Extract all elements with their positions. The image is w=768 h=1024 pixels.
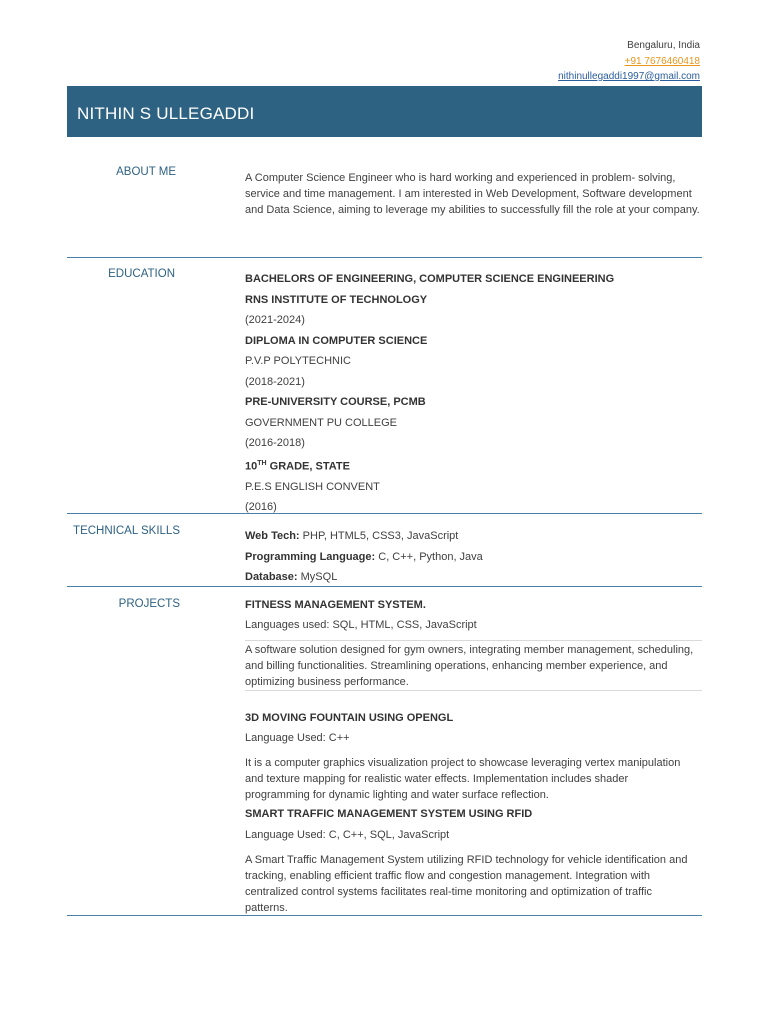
skills-list [245, 526, 705, 588]
edu-degree: BACHELORS OF ENGINEERING, COMPUTER SCIENCE ENGINEERING [245, 273, 615, 285]
education-list [245, 269, 705, 518]
project-divider [245, 640, 702, 641]
project-title: FITNESS MANAGEMENT SYSTEM. [245, 599, 426, 611]
edu-degree: DIPLOMA IN COMPUTER SCIENCE [245, 334, 428, 347]
skills-heading: TECHNICAL SKILLS [73, 525, 180, 537]
edu-years: (2016) [245, 501, 277, 514]
skill-value: MySQL [297, 571, 338, 583]
project-description: A Smart Traffic Management System utilizing RFID technology for vehicle identification and tracking, enabling efficient traffic flow and congestion management. Integration with centralized control systems facilitates real-time monitoring and optimization of traffic patterns. [245, 854, 688, 914]
edu-degree-rest: GRADE, STATE [266, 460, 350, 473]
edu-years: (2018-2021) [245, 375, 305, 388]
skill-row [245, 547, 705, 568]
section-divider [67, 513, 702, 514]
project-description: It is a computer graphics visualization project to showcase leveraging vertex manipulation and texture mapping for realistic water effects. Implementation includes shader programming for dynamic lighting and water surface reflection. [245, 757, 681, 801]
skill-key: Database: [245, 571, 298, 583]
skill-key: Programming Language: [245, 550, 376, 563]
about-heading: ABOUT ME [116, 166, 176, 178]
projects-heading: PROJECTS [118, 598, 180, 610]
contact-city: Bengaluru, India [627, 40, 700, 51]
skill-key: Web Tech: [245, 530, 300, 542]
section-divider [67, 915, 702, 916]
edu-degree-sup: TH [257, 459, 267, 467]
edu-degree-prefix: 10 [245, 460, 258, 473]
edu-institution: GOVERNMENT PU COLLEGE [245, 416, 397, 429]
skill-value: C, C++, Python, Java [375, 550, 483, 563]
section-divider [67, 257, 702, 258]
contact-block [558, 38, 700, 85]
edu-degree [245, 454, 705, 477]
project-divider [245, 690, 702, 691]
edu-years: (2021-2024) [245, 314, 305, 326]
project-description: A software solution designed for gym owners, integrating member management, scheduling, and billing functionalities. Streamlining operations, enhancing member experience, and optimizing business performance. [245, 644, 694, 688]
edu-institution: P.E.S ENGLISH CONVENT [245, 480, 380, 493]
edu-degree: PRE-UNIVERSITY COURSE, PCMB [245, 396, 426, 408]
edu-years: (2016-2018) [245, 437, 305, 449]
project-title: 3D MOVING FOUNTAIN USING OPENGL [245, 712, 454, 724]
skill-row [245, 526, 705, 547]
about-text: A Computer Science Engineer who is hard working and experienced in problem- solving, service and time management. I am interested in Web Development, Software development and Data Science, aiming to leverage my abilities to successfully fill the role at your company. [245, 172, 700, 216]
project-title: SMART TRAFFIC MANAGEMENT SYSTEM USING RFID [245, 808, 533, 820]
section-divider [67, 586, 702, 587]
edu-institution: RNS INSTITUTE OF TECHNOLOGY [245, 293, 428, 306]
project-languages: Language Used: C, C++, SQL, JavaScript [245, 829, 450, 841]
project-languages: Language Used: C++ [245, 732, 350, 744]
skill-value: PHP, HTML5, CSS3, JavaScript [299, 530, 459, 542]
contact-phone-link[interactable]: +91 7676460418 [624, 55, 700, 67]
contact-email-link[interactable]: nithinullegaddi1997@gmail.com [558, 71, 700, 82]
education-heading: EDUCATION [108, 268, 175, 280]
edu-institution: P.V.P POLYTECHNIC [245, 355, 351, 367]
skill-row [245, 567, 705, 588]
name-banner [67, 86, 702, 137]
candidate-name: NITHIN S ULLEGADDI [77, 104, 255, 123]
project-languages: Languages used: SQL, HTML, CSS, JavaScript [245, 619, 477, 631]
